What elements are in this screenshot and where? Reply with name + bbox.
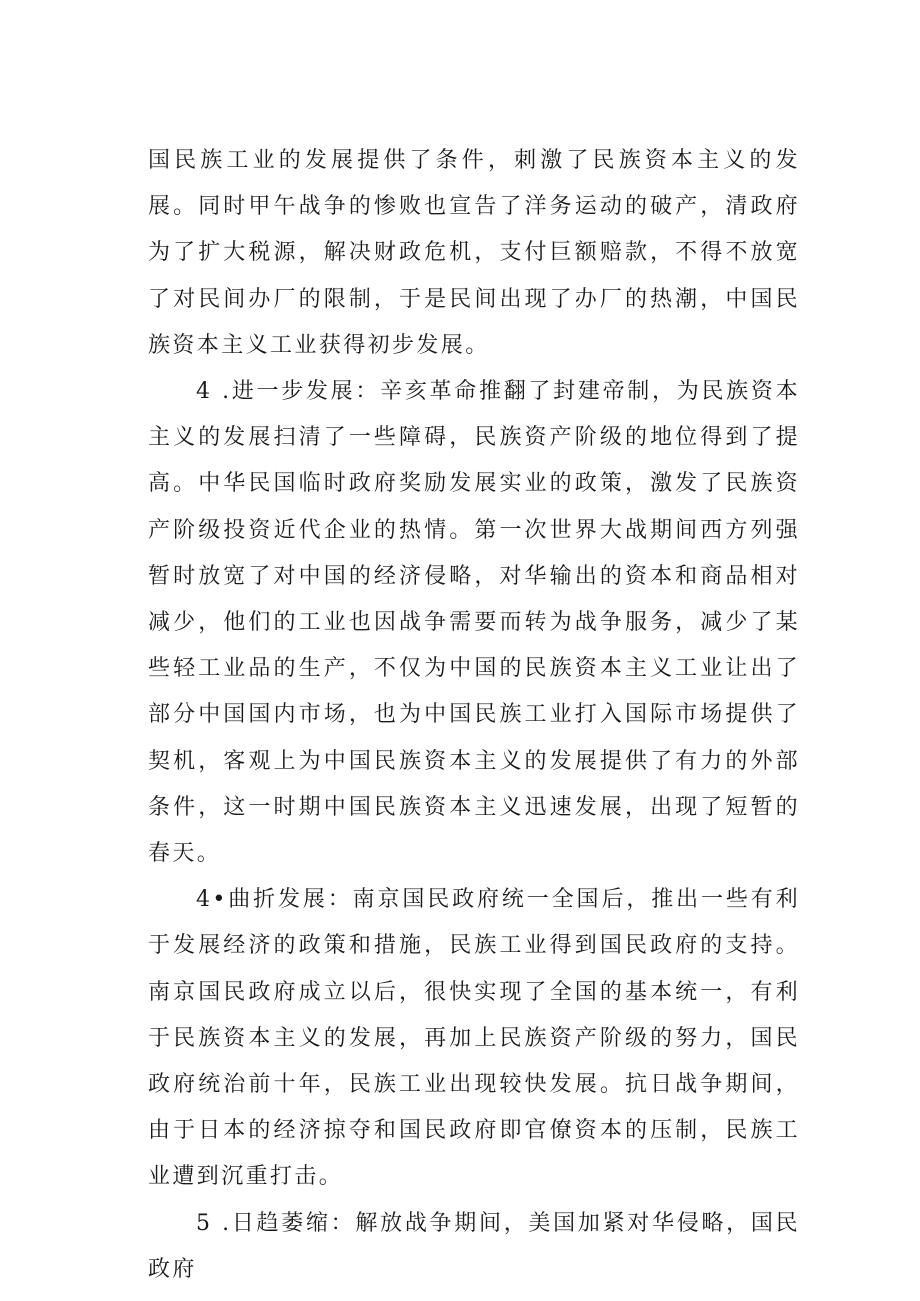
paragraph-shrinking: 5 .日趋萎缩：解放战争期间，美国加紧对华侵略，国民政府	[148, 1210, 800, 1282]
paragraph-tortuous-development: 4•曲折发展：南京国民政府统一全国后，推出一些有利于发展经济的政策和措施，民族工业得到国民政府的支持。南京国民政府成立以后，很快实现了全国的基本统一，有利于民族资本主义的发展，再加上民族资产阶级的努力，国民政府统治前十年，民族工业出现较快发展。抗日战争期间，由于日本的经济掠夺和国民政府即官僚资本的压制，民族工业遭到沉重打击。	[148, 887, 800, 1190]
paragraph-continuation: 国民族工业的发展提供了条件，刺激了民族资本主义的发展。同时甲午战争的惨败也宣告了洋务运动的破产，清政府为了扩大税源，解决财政危机，支付巨额赔款，不得不放宽了对民间办厂的限制，于是民间出现了办厂的热潮，中国民族资本主义工业获得初步发展。	[148, 148, 800, 358]
paragraph-further-development: 4 .进一步发展：辛亥革命推翻了封建帝制，为民族资本主义的发展扫清了一些障碍，民族资产阶级的地位得到了提高。中华民国临时政府奖励发展实业的政策，激发了民族资产阶级投资近代企业的热情。第一次世界大战期间西方列强暂时放宽了对中国的经济侵略，对华输出的资本和商品相对减少，他们的工业也因战争需要而转为战争服务，减少了某些轻工业品的生产，不仅为中国的民族资本主义工业让出了部分中国国内市场，也为中国民族工业打入国际市场提供了契机，客观上为中国民族资本主义的发展提供了有力的外部条件，这一时期中国民族资本主义迅速发展，出现了短暂的春天。	[148, 379, 800, 867]
document-body	[148, 138, 800, 1293]
